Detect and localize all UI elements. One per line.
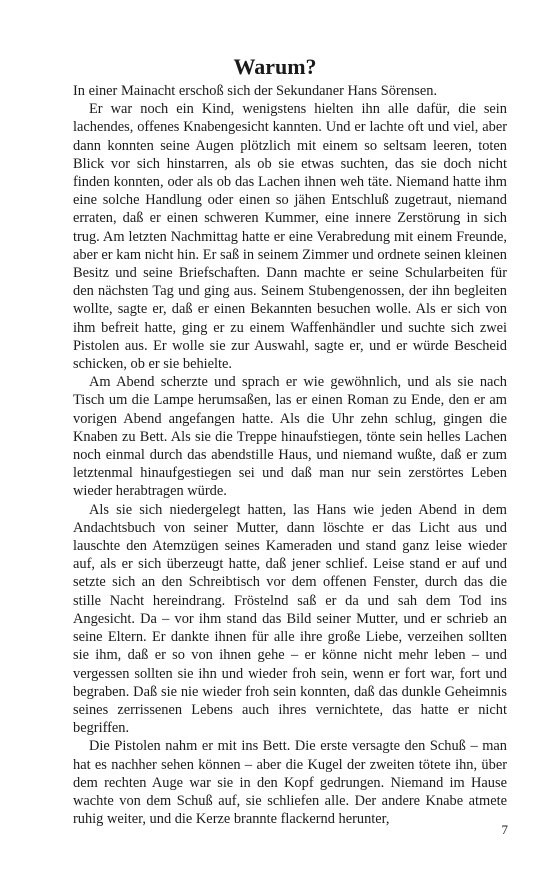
page-number: 7 bbox=[501, 822, 508, 837]
paragraph: In einer Mainacht erschoß sich der Sekundaner Hans Sörensen. bbox=[73, 83, 438, 99]
paragraph: Am Abend scherzte und sprach er wie gewöhnlich, und als sie nach Tisch um die Lampe herumsaßen, las er einen Roman zu Ende, den er am vorigen Abend angefangen hatte. Als die Uhr zehn schlug, gingen die Knaben zu Bett. Als sie die Treppe hinaufstiegen, tönte sein helles Lachen noch einmal durch das abendstille Haus, und niemand wußte, daß er zum letztenmal hinaufgestiegen sei und daß man nur sein zerstörtes Leben wieder herabtragen würde. bbox=[73, 374, 507, 500]
body-text bbox=[73, 82, 507, 828]
page-title: Warum? bbox=[233, 54, 317, 79]
paragraph: Als sie sich niedergelegt hatten, las Hans wie jeden Abend in dem Andachtsbuch von seiner Mutter, dann löschte er das Licht aus und lauschte den Atemzügen seines Kameraden und stand ganz leise wieder auf, als er sich überzeugt hatte, daß jener schlief. Leise stand er auf und setzte sich an den Schreibtisch vor dem offenen Fenster, durch das die stille Nacht hereindrang. Fröstelnd saß er da und sah dem Tod ins Angesicht. Da – vor ihm stand das Bild seiner Mutter, und er schrieb an seine Eltern. Er dankte ihnen für alle ihre große Liebe, verzeihen sollten sie ihm, daß er so von ihnen gehe – er könne nicht mehr leben – und vergessen sollten sie ihn und wieder froh sein, wenn er fort war, fort und begraben. Daß sie nie wieder froh sein konnten, daß das dunkle Geheimnis seines zerrissenen Lebens auch ihres vernichtete, das hatte er nicht begriffen. bbox=[73, 501, 507, 737]
paragraph: Die Pistolen nahm er mit ins Bett. Die erste versagte den Schuß – man hat es nachher sehen können – aber die Kugel der zweiten tötete ihn, über dem rechten Auge war sie in den Kopf gedrungen. Niemand im Hause wachte von dem Schuß auf, sie schliefen alle. Der andere Knabe atmete ruhig weiter, und die Kerze brannte flackernd herunter, bbox=[73, 738, 507, 828]
paragraph: Er war noch ein Kind, wenigstens hielten ihn alle dafür, die sein lachendes, offenes Knabengesicht kannten. Und er lachte oft und viel, aber dann konnten seine Augen plötzlich mit einem so seltsam leeren, toten Blick vor sich hinstarren, als ob sie etwas suchten, das sie doch nicht finden konnten, oder als ob das Lachen ihnen weh täte. Niemand hatte ihm eine solche Handlung oder einen so jähen Entschluß zugetraut, niemand erraten, daß er einen schweren Kummer, eine innere Zerstörung in sich trug. Am letzten Nachmittag hatte er eine Verabredung mit einem Freunde, aber er kam nicht hin. Er saß in seinem Zimmer und ordnete seinen kleinen Besitz und seine Briefschaften. Dann machte er seine Schularbeiten für den nächsten Tag und ging aus. Seinem Stubengenossen, der ihn begleiten wollte, sagte er, daß er einen Bekannten besuchen wolle. Als er sich von ihm befreit hatte, ging er zu einem Waffenhändler und suchte sich zwei Pistolen aus. Er wolle sie zur Auswahl, sagte er, und er würde Bescheid schicken, ob er sie behielte. bbox=[73, 101, 507, 373]
